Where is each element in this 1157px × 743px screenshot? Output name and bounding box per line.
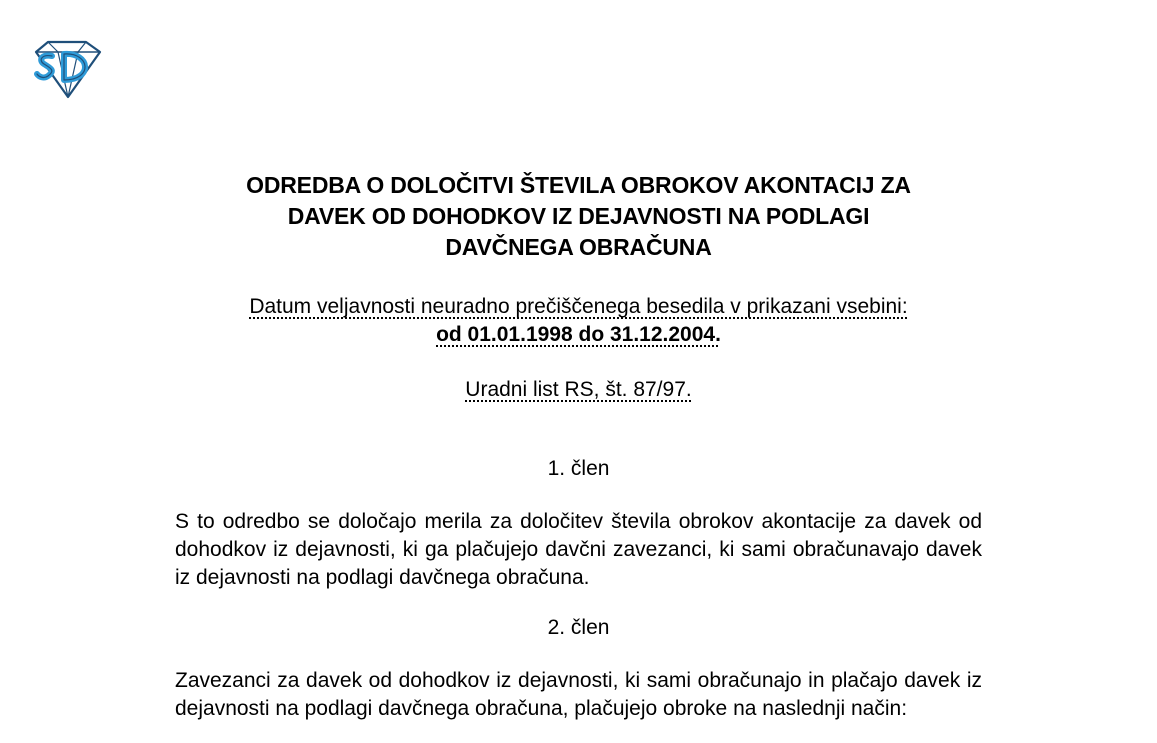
title-line: DAVČNEGA OBRAČUNA [445, 234, 712, 260]
article-heading: 2. člen [547, 616, 610, 639]
document-body [175, 170, 982, 723]
validity-block [175, 293, 982, 349]
sd-logo-icon [30, 40, 104, 100]
title-line: DAVEK OD DOHODKOV IZ DEJAVNOSTI NA PODLAGI [287, 203, 870, 229]
title-line: ODREDBA O DOLOČITVI ŠTEVILA OBROKOV AKONTACIJ ZA [246, 172, 911, 198]
validity-dates-link[interactable]: od 01.01.1998 do 31.12.2004. [436, 323, 721, 346]
article-text: S to odredbo se določajo merila za določitev števila obrokov akontacije za davek od dohodkov iz dejavnosti, ki ga plačujejo davčni zavezanci, ki sami obračunavajo davek iz dejavnosti na podlagi davčnega obračuna. [175, 510, 982, 589]
sd-logo-graphic [30, 40, 104, 100]
document-title [175, 170, 982, 263]
article-heading: 1. člen [547, 457, 610, 480]
gazette-reference [175, 376, 982, 404]
validity-label-link[interactable]: Datum veljavnosti neuradno prečiščenega besedila v prikazani vsebini: [249, 295, 908, 318]
article-text: Zavezanci za davek od dohodkov iz dejavnosti, ki sami obračunajo in plačajo davek iz dejavnosti na podlagi davčnega obračuna, plačujejo obroke na naslednji način: [175, 669, 982, 720]
gazette-link[interactable]: Uradni list RS, št. 87/97. [465, 378, 692, 401]
